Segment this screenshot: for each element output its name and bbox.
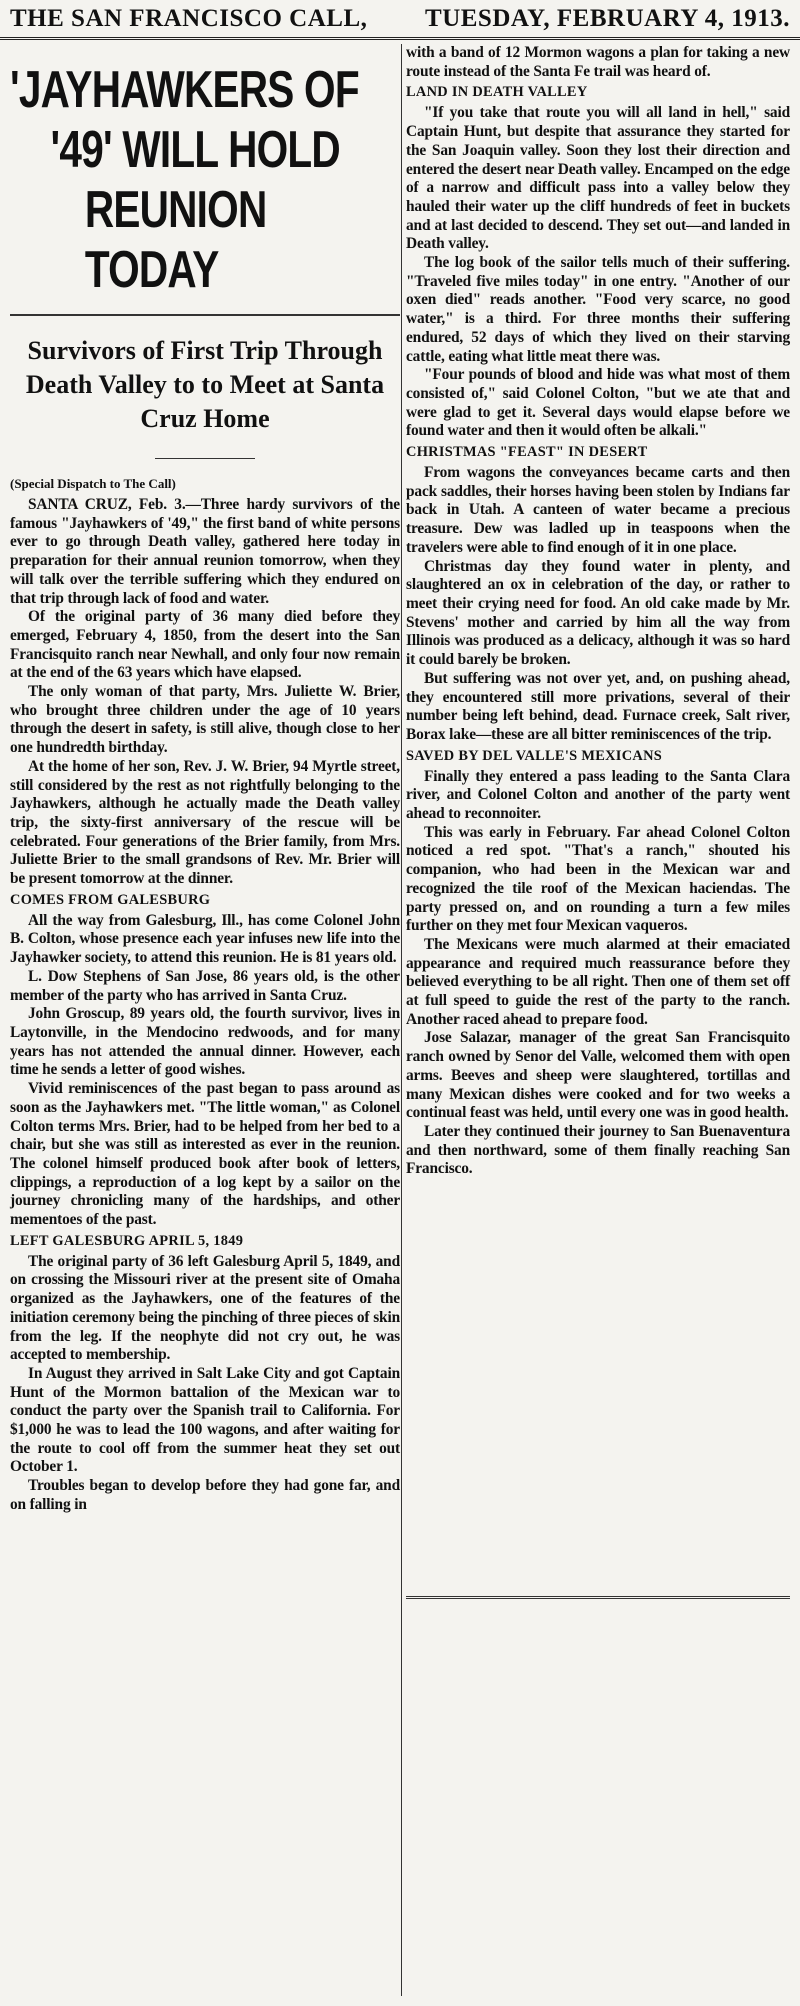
headline-divider bbox=[10, 314, 400, 316]
paragraph: Troubles began to develop before they had gone far, and on falling in bbox=[10, 1477, 400, 1513]
paragraph: Of the original party of 36 many died before they emerged, February 4, 1850, from the desert into the San Francisquito ranch near Newhall, and only four now remain at the end of the 63 years which have elapsed. bbox=[10, 608, 400, 682]
paragraph: The Mexicans were much alarmed at their emaciated appearance and required much reassurance before they believed everything to be all right. Then one of them set off at full speed to guide the rest of the party to the ranch. Another raced ahead to prepare food. bbox=[406, 935, 790, 1028]
section-heading: COMES FROM GALESBURG bbox=[10, 891, 211, 908]
masthead-paper-name: THE SAN FRANCISCO CALL, bbox=[10, 4, 368, 32]
paragraph: Later they continued their journey to San Buenaventura and then northward, some of them finally reaching San Francisco. bbox=[406, 1122, 790, 1178]
paragraph: Vivid reminiscences of the past began to pass around as soon as the Jayhawkers met. "The little woman," as Colonel Colton terms Mrs. Brier, had to be helped from her bed to a chair, but she was still as interested as ever in the reunion. The colonel himself produced book after book of letters, clippings, a reproduction of a log kept by a sailor on the journey chronicling many of the hardships, and other mementoes of the past. bbox=[10, 1080, 400, 1229]
paragraph: John Groscup, 89 years old, the fourth survivor, lives in Laytonville, in the Mendocino redwoods, and for many years has not attended the annual dinner. However, each time he sends a letter of good wishes. bbox=[10, 1005, 400, 1079]
section-heading: CHRISTMAS "FEAST" IN DESERT bbox=[406, 444, 648, 461]
paragraph: SANTA CRUZ, Feb. 3.—Three hardy survivors of the famous "Jayhawkers of '49," the first band of white persons ever to go through Death valley, gathered here today in preparation for their annual reunion tomorrow, when they will talk over the terrible suffering which they endured on that trip through lack of food and water. bbox=[10, 496, 400, 607]
section-heading: SAVED BY DEL VALLE'S MEXICANS bbox=[406, 747, 663, 764]
headline-line-2: '49' WILL HOLD bbox=[50, 121, 340, 179]
headline bbox=[10, 60, 400, 300]
paragraph: Finally they entered a pass leading to the Santa Clara river, and Colonel Colton and another of the party went ahead to reconnoiter. bbox=[406, 767, 790, 823]
paragraph: This was early in February. Far ahead Colonel Colton noticed a red spot. "That's a ranch," shouted his companion, who had been in the Mexican war and recognized the tile roof of the Mexican haciendas. The party pressed on, and on rounding a turn a few miles further on they met four Mexican vaqueros. bbox=[406, 823, 790, 935]
paragraph: All the way from Galesburg, Ill., has come Colonel John B. Colton, whose presence each year infuses new life into the Jayhawker society, to attend this reunion. He is 81 years old. bbox=[10, 911, 400, 967]
dispatch-credit: (Special Dispatch to The Call) bbox=[10, 476, 176, 491]
paragraph: But suffering was not over yet, and, on pushing ahead, they encountered still more privations, several of their number being left behind, dead. Furnace creek, Salt river, Borax lake—these are all bitter reminiscences of the trip. bbox=[406, 669, 790, 743]
paragraph: At the home of her son, Rev. J. W. Brier, 94 Myrtle street, still considered by the rest as not rightfully belonging to the Jayhawkers, although he actually made the Death valley trip, the sixty-first anniversary of the rescue will be celebrated. Four generations of the Brier family, from Mrs. Juliette Brier to the small grandsons of Rev. Mr. Brier will be present tomorrow at the dinner. bbox=[10, 757, 400, 888]
paragraph: Christmas day they found water in plenty, and slaughtered an ox in celebration of the day, or rather to meet their crying need for food. An old cake made by Mr. Stevens' mother and carried by him all the way from Illinois was produced as a delicacy, although it was so hard it could barely be broken. bbox=[406, 557, 790, 669]
paragraph: The original party of 36 left Galesburg April 5, 1849, and on crossing the Missouri river at the present site of Omaha organized as the Jayhawkers, one of the features of the initiation ceremony being the pinching of three pieces of skin from the leg. If the neophyte did not cry out, he was accepted to membership. bbox=[10, 1252, 400, 1364]
masthead-date: TUESDAY, FEBRUARY 4, 1913. bbox=[425, 4, 790, 32]
headline-line-1: 'JAYHAWKERS OF bbox=[10, 61, 359, 119]
subhead-divider bbox=[155, 458, 255, 459]
paragraph: In August they arrived in Salt Lake City and got Captain Hunt of the Mormon battalion of the Mexican war to conduct the party over the Spanish trail to California. For $1,000 he was to lead the 100 wagons, and after waiting for the route to cool off from the summer heat they set out October 1. bbox=[10, 1364, 400, 1476]
paragraph: "If you take that route you will all land in hell," said Captain Hunt, but despite that assurance they started for the San Joaquin valley. Soon they lost their direction and entered the desert near Death valley. Encamped on the edge of a narrow and difficult pass into a valley below they hauled their water up the cliff hundreds of feet in buckets and at last decided to descend. They set out—and landed in Death valley. bbox=[406, 104, 790, 253]
end-of-article-rule bbox=[406, 1596, 790, 1602]
paragraph: L. Dow Stephens of San Jose, 86 years old, is the other member of the party who has arrived in Santa Cruz. bbox=[10, 967, 400, 1004]
paragraph: The log book of the sailor tells much of their suffering. "Traveled five miles today" in one entry. "Another of our oxen died" reads another. "Food very scarce, no good water," is a third. For three months their suffering endured, 52 days of which they lived on their starving cattle, eating what little meat there was. bbox=[406, 254, 790, 365]
left-column bbox=[10, 44, 400, 1515]
paragraph: Jose Salazar, manager of the great San Francisquito ranch owned by Senor del Valle, welcomed them with open arms. Beeves and sheep were slaughtered, tortillas and many Mexican dishes were cooked and for two weeks a continual feast was held, until every one was in good health. bbox=[406, 1029, 790, 1122]
paragraph: "Four pounds of blood and hide was what most of them consisted of," said Colonel Colton, "but we ate that and were glad to get it. Several days would elapse before we found water and then it would often be alkali." bbox=[406, 366, 790, 440]
masthead bbox=[0, 0, 800, 40]
section-heading: LAND IN DEATH VALLEY bbox=[406, 84, 588, 101]
subheadline: Survivors of First Trip Through Death Valley to to Meet at Santa Cruz Home bbox=[25, 336, 385, 433]
paragraph: From wagons the conveyances became carts and then pack saddles, their horses having been stolen by Indians far back in Utah. A canteen of water became a precious treasure. Dew was ladled up in teaspoons when the travelers were able to find enough of it in one place. bbox=[406, 464, 790, 556]
paragraph: The only woman of that party, Mrs. Juliette W. Brier, who brought three children under the age of 10 years through the desert in safety, is still alive, though close to her one hundredth birthday. bbox=[10, 683, 400, 757]
section-heading: LEFT GALESBURG APRIL 5, 1849 bbox=[10, 1232, 244, 1249]
column-rule bbox=[401, 44, 402, 1996]
right-column bbox=[406, 44, 790, 1179]
paragraph-continuation: with a band of 12 Mormon wagons a plan for taking a new route instead of the Santa Fe trail was heard of. bbox=[406, 44, 790, 80]
headline-line-3: REUNION TODAY bbox=[84, 181, 267, 299]
